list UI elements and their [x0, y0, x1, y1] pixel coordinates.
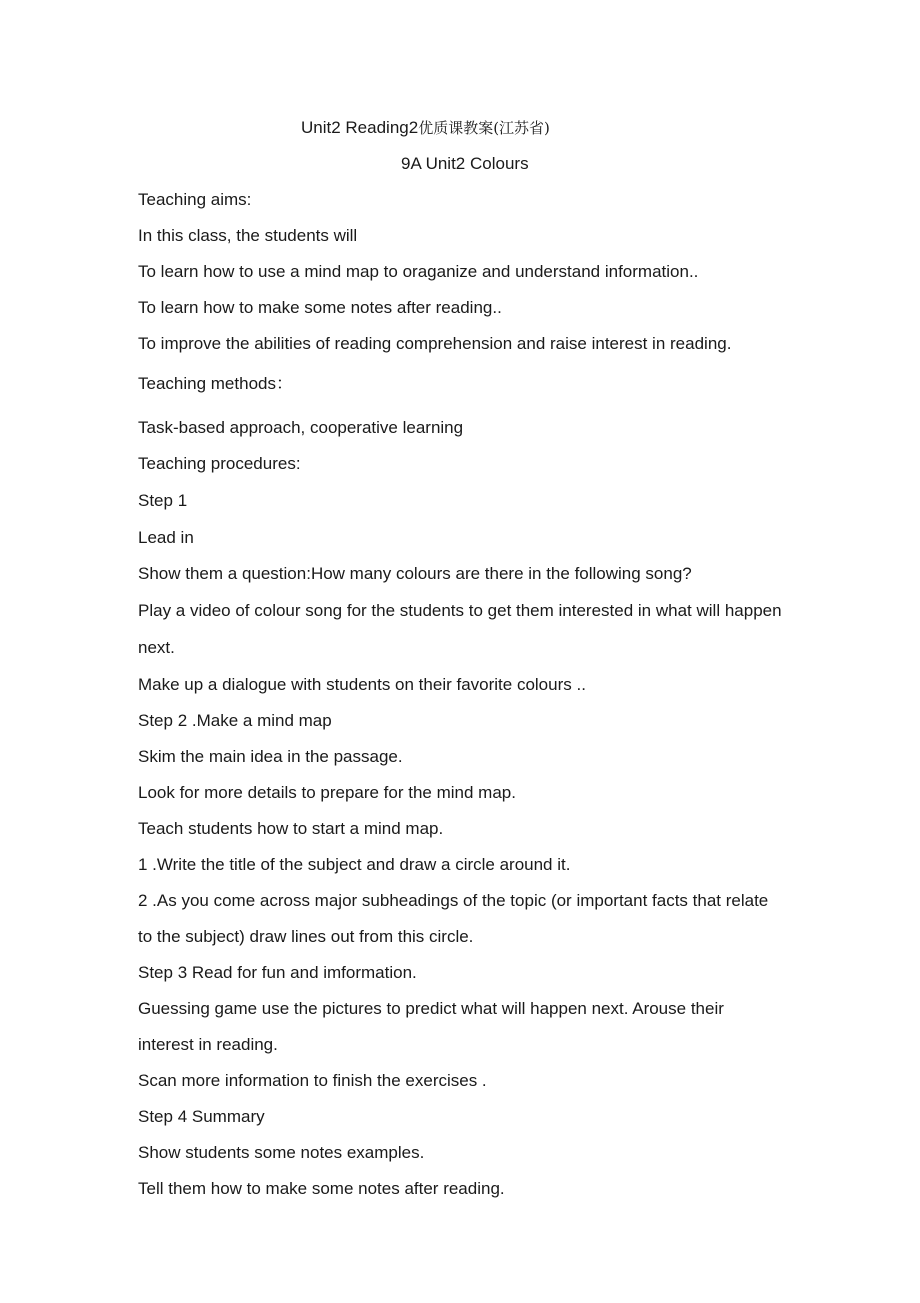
step-heading: Step 4 Summary — [138, 1107, 265, 1126]
title-english: Unit2 Reading2 — [301, 118, 419, 137]
text-line: Skim the main idea in the passage. — [138, 747, 403, 766]
text-line: Guessing game use the pictures to predict what will happen next. Arouse their — [138, 999, 724, 1018]
text-line: Scan more information to finish the exercises . — [138, 1071, 487, 1090]
step-heading: Step 2 .Make a mind map — [138, 711, 332, 730]
title-chinese: 优质课教案(江苏省) — [418, 119, 550, 137]
heading-teaching-procedures: Teaching procedures: — [138, 454, 301, 473]
text-line: 1 .Write the title of the subject and draw a circle around it. — [138, 855, 571, 874]
text-line: Lead in — [138, 528, 194, 547]
text-line: To improve the abilities of reading comprehension and raise interest in reading. — [138, 334, 732, 353]
text-line: to the subject) draw lines out from this circle. — [138, 927, 474, 946]
text-line: Look for more details to prepare for the mind map. — [138, 783, 516, 802]
text-line: next. — [138, 638, 175, 657]
text-line: Show them a question:How many colours are there in the following song? — [138, 564, 692, 583]
text-line: In this class, the students will — [138, 226, 358, 245]
text-line: Teach students how to start a mind map. — [138, 819, 444, 838]
document-title — [301, 117, 550, 139]
text-line: Task-based approach, cooperative learning — [138, 418, 464, 437]
step-heading: Step 3 Read for fun and imformation. — [138, 963, 417, 982]
text-line: 2 .As you come across major subheadings of the topic (or important facts that relate — [138, 891, 769, 910]
text-line: Tell them how to make some notes after reading. — [138, 1179, 505, 1198]
heading-teaching-methods: Teaching methods： — [138, 374, 293, 393]
text-line: Make up a dialogue with students on their favorite colours .. — [138, 675, 586, 694]
text-line: Play a video of colour song for the students to get them interested in what will happen — [138, 601, 782, 620]
text-line: To learn how to make some notes after reading.. — [138, 298, 502, 317]
step-heading: Step 1 — [138, 491, 188, 510]
text-line: Show students some notes examples. — [138, 1143, 425, 1162]
heading-teaching-aims: Teaching aims: — [138, 190, 252, 209]
document-subtitle: 9A Unit2 Colours — [401, 154, 529, 173]
text-line: interest in reading. — [138, 1035, 278, 1054]
text-line: To learn how to use a mind map to oraganize and understand information.. — [138, 262, 699, 281]
